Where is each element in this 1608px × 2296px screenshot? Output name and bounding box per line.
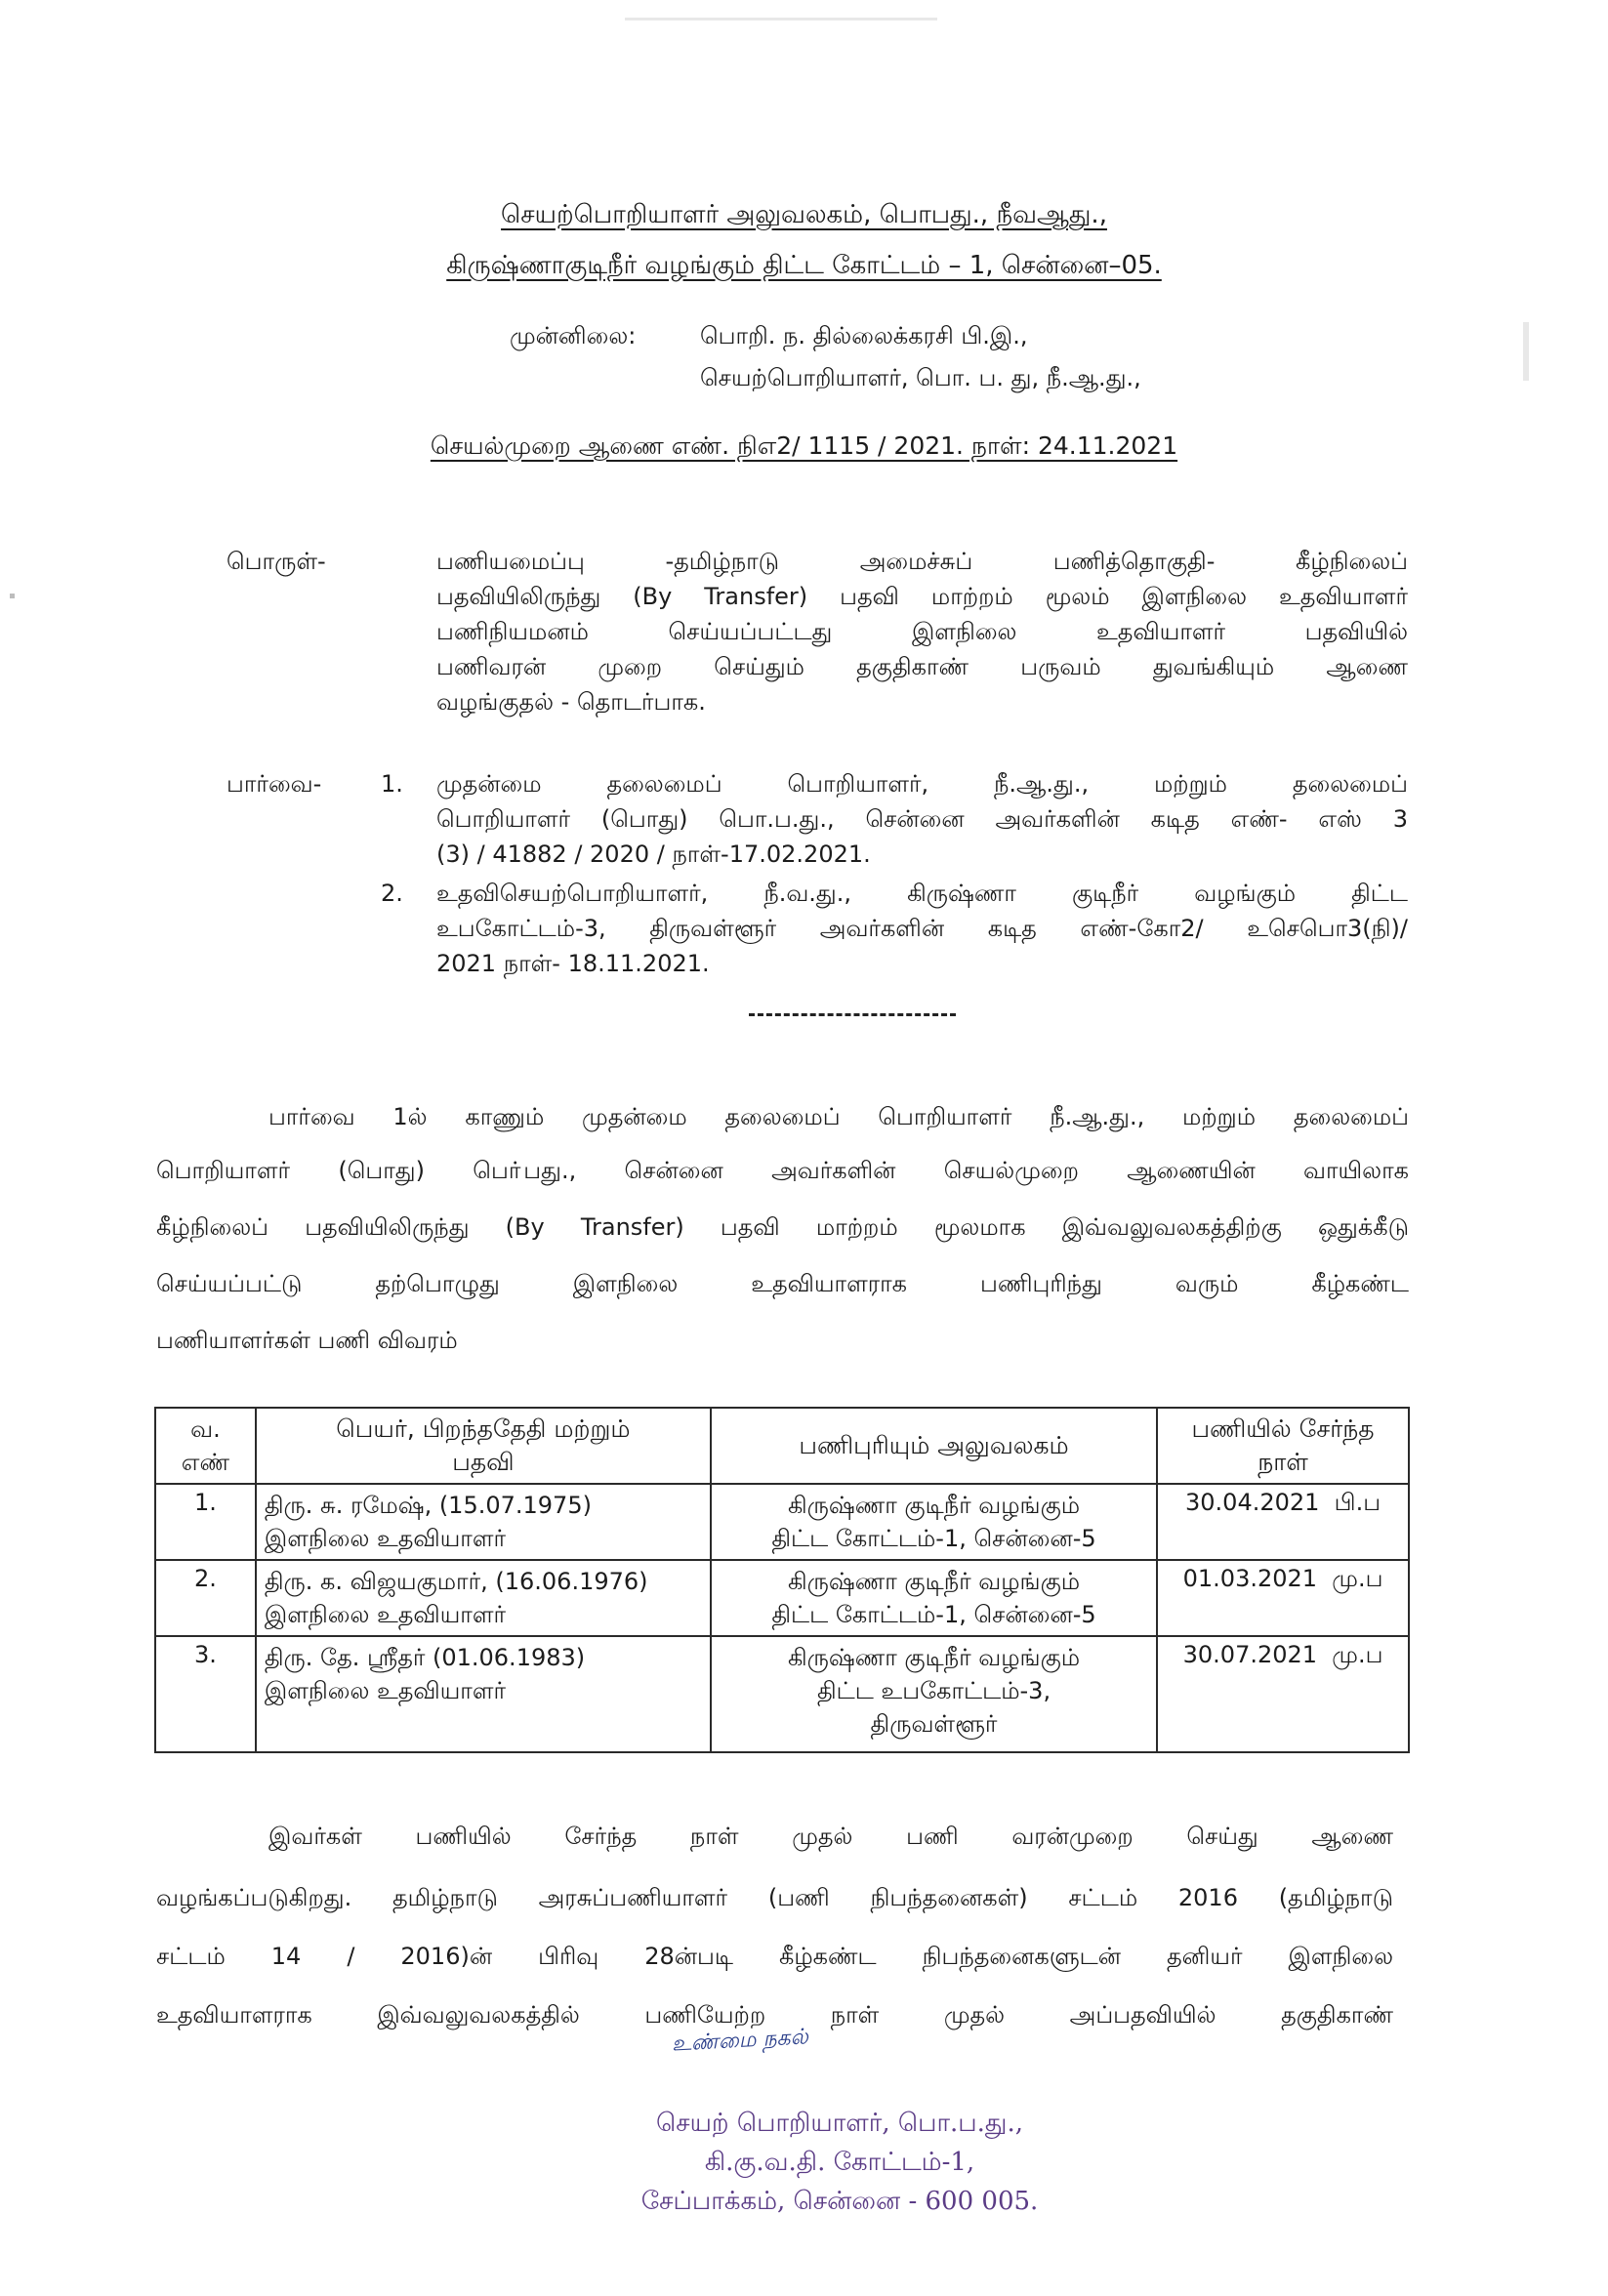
row-office: கிருஷ்ணா குடிநீர் வழங்கும் திட்ட உபகோட்டம்-3, திருவள்ளூர் [711, 1636, 1157, 1752]
scan-speck-left [10, 594, 15, 598]
para1-line: பணியாளர்கள் பணி விவரம் [156, 1327, 458, 1354]
presence-label: முன்னிலை: [510, 322, 637, 349]
reference-line: (3) / 41882 / 2020 / நாள்-17.02.2021. [436, 840, 871, 868]
stamp-line: சேப்பாக்கம், சென்னை - 600 005. [640, 2187, 1039, 2216]
row-name: திரு. தே. ஸ்ரீதர் (01.06.1983) இளநிலை உதவியாளர் [256, 1636, 711, 1752]
para2-line: சட்டம் 14 / 2016)ன் பிரிவு 28ன்படி கீழ்கண்ட நிபந்தனைகளுடன் தனியர் இளநிலை [156, 1943, 1393, 1970]
subject-label: பொருள்- [227, 548, 326, 575]
row-office: கிருஷ்ணா குடிநீர் வழங்கும் திட்ட கோட்டம்-1, சென்னை-5 [711, 1560, 1157, 1636]
order-number: செயல்முறை ஆணை எண். நிஎ2/ 1115 / 2021. நாள்: 24.11.2021 [430, 431, 1178, 460]
staff-table [154, 1407, 1410, 1753]
office-title-line2: கிருஷ்ணாகுடிநீர் வழங்கும் திட்ட கோட்டம் – 1, சென்னை–05. [446, 251, 1162, 280]
reference-line: உதவிசெயற்பொறியாளர், நீ.வ.து., கிருஷ்ணா குடிநீர் வழங்கும் திட்ட [436, 880, 1408, 907]
row-sno: 2. [155, 1560, 256, 1636]
section-divider [749, 1013, 956, 1016]
stamp-line: கி.கு.வ.தி. கோட்டம்-1, [704, 2148, 975, 2177]
para2-line: இவர்கள் பணியில் சேர்ந்த நாள் முதல் பணி வரன்முறை செய்து ஆணை [268, 1823, 1393, 1850]
table-row [155, 1560, 1409, 1636]
scan-speck-right [1523, 322, 1529, 381]
presence-designation: செயற்பொறியாளர், பொ. ப. து, நீ.ஆ.து., [700, 364, 1141, 391]
para1-line: பார்வை 1ல் காணும் முதன்மை தலைமைப் பொறியாளர் நீ.ஆ.து., மற்றும் தலைமைப் [268, 1103, 1409, 1130]
presence-name: பொறி. ந. தில்லைக்கரசி பி.இ., [700, 322, 1028, 349]
para1-line: செய்யப்பட்டு தற்பொழுது இளநிலை உதவியாளராக பணிபுரிந்து வரும் கீழ்கண்ட [156, 1270, 1409, 1297]
row-date: 30.04.2021 பி.ப [1157, 1484, 1409, 1560]
row-office: கிருஷ்ணா குடிநீர் வழங்கும் திட்ட கோட்டம்-1, சென்னை-5 [711, 1484, 1157, 1560]
office-stamp [586, 2104, 1093, 2221]
subject-line: பணிவரன் முறை செய்தும் தகுதிகாண் பருவம் துவங்கியும் ஆணை [436, 653, 1408, 680]
reference-label: பார்வை- [227, 770, 322, 798]
reference-1-number: 1. [381, 770, 403, 798]
table-row [155, 1484, 1409, 1560]
handwritten-true-copy-note: உண்மை நகல் [671, 2025, 809, 2057]
table-header-row [155, 1408, 1409, 1484]
subject-body [436, 544, 1408, 719]
para1-line: கீழ்நிலைப் பதவியிலிருந்து (By Transfer) பதவி மாற்றம் மூலமாக இவ்வலுவலகத்திற்கு ஒதுக்கீடு [156, 1213, 1409, 1241]
table-row [155, 1636, 1409, 1752]
para2-line: வழங்கப்படுகிறது. தமிழ்நாடு அரசுப்பணியாளர் (பணி நிபந்தனைகள்) சட்டம் 2016 (தமிழ்நாடு [156, 1884, 1393, 1911]
row-name: திரு. க. விஜயகுமார், (16.06.1976) இளநிலை உதவியாளர் [256, 1560, 711, 1636]
reference-line: பொறியாளர் (பொது) பொ.ப.து., சென்னை அவர்களின் கடித எண்- எஸ் 3 [436, 805, 1408, 833]
reference-line: முதன்மை தலைமைப் பொறியாளர், நீ.ஆ.து., மற்றும் தலைமைப் [436, 770, 1409, 798]
subject-line: வழங்குதல் - தொடர்பாக. [436, 688, 706, 716]
subject-line: பதவியிலிருந்து (By Transfer) பதவி மாற்றம் மூலம் இளநிலை உதவியாளர் [436, 583, 1408, 610]
row-sno: 1. [155, 1484, 256, 1560]
header-sno: வ. எண் [155, 1408, 256, 1484]
office-title-line1: செயற்பொறியாளர் அலுவலகம், பொபது., நீவஆது., [501, 200, 1107, 229]
reference-1-body [436, 766, 1408, 872]
header-name: பெயர், பிறந்ததேதி மற்றும் பதவி [256, 1408, 711, 1484]
reference-line: 2021 நாள்- 18.11.2021. [436, 950, 710, 977]
reference-2-body [436, 876, 1408, 981]
reference-line: உபகோட்டம்-3, திருவள்ளூர் அவர்களின் கடித எண்-கோ2/ உசெபொ3(நி)/ [436, 915, 1408, 942]
subject-line: பணியமைப்பு -தமிழ்நாடு அமைச்சுப் பணித்தொகுதி- கீழ்நிலைப் [436, 548, 1408, 575]
row-date: 30.07.2021 மு.ப [1157, 1636, 1409, 1752]
para1-line: பொறியாளர் (பொது) பொ்பது., சென்னை அவர்களின் செயல்முறை ஆணையின் வாயிலாக [156, 1157, 1409, 1184]
subject-line: பணிநியமனம் செய்யப்பட்டது இளநிலை உதவியாளர் பதவியில் [436, 618, 1408, 645]
row-sno: 3. [155, 1636, 256, 1752]
reference-2-number: 2. [381, 880, 403, 907]
header-office: பணிபுரியும் அலுவலகம் [711, 1408, 1157, 1484]
row-date: 01.03.2021 மு.ப [1157, 1560, 1409, 1636]
scan-speck-top [625, 18, 937, 20]
stamp-line: செயற் பொறியாளர், பொ.ப.து., [656, 2109, 1023, 2138]
header-date: பணியில் சேர்ந்த நாள் [1157, 1408, 1409, 1484]
para2-line: உதவியாளராக இவ்வலுவலகத்தில் பணியேற்ற நாள் முதல் அப்பதவியில் தகுதிகாண் [156, 2001, 1393, 2029]
row-name: திரு. சு. ரமேஷ், (15.07.1975) இளநிலை உதவியாளர் [256, 1484, 711, 1560]
